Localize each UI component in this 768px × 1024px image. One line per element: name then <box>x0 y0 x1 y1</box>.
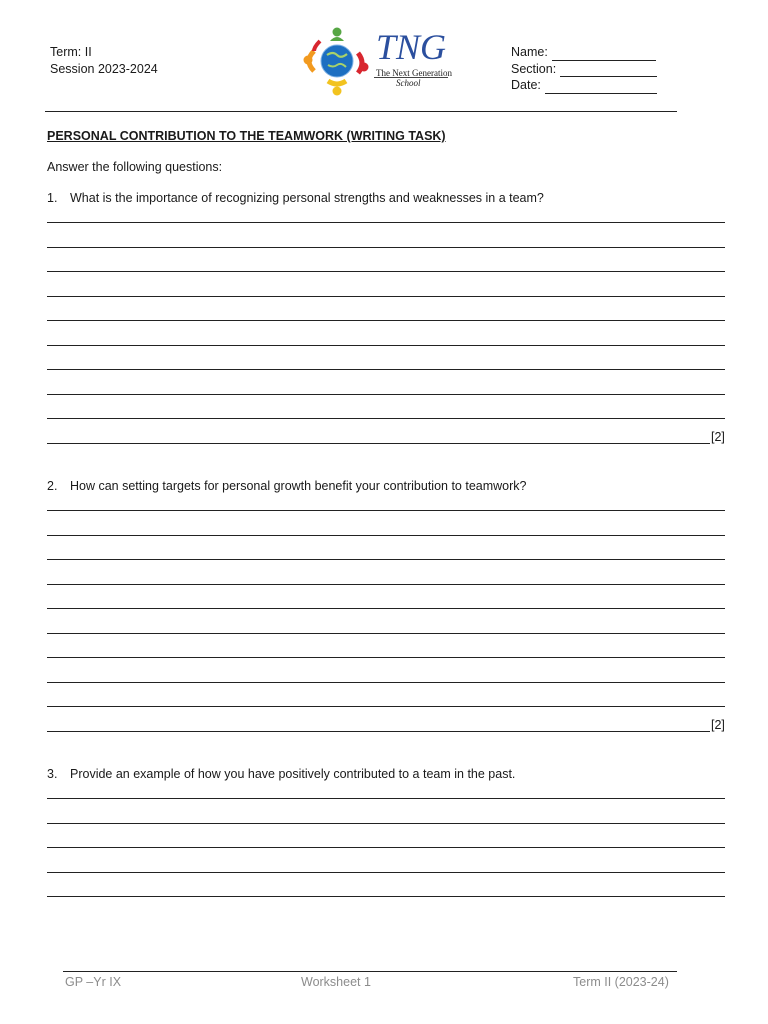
answer-line[interactable] <box>47 247 725 248</box>
answer-line[interactable] <box>47 608 725 609</box>
answer-line[interactable] <box>47 510 725 511</box>
name-line[interactable] <box>552 49 656 61</box>
marks-label: [2] <box>711 718 725 732</box>
answer-line[interactable] <box>47 320 725 321</box>
answer-line[interactable] <box>47 271 725 272</box>
question-number: 1. <box>47 191 58 205</box>
answer-line[interactable] <box>47 657 725 658</box>
question-text: What is the importance of recognizing personal strengths and weaknesses in a team? <box>70 191 544 205</box>
answer-line[interactable] <box>47 584 725 585</box>
footer-rule <box>63 971 677 972</box>
answer-line[interactable] <box>47 345 725 346</box>
logo-wordmark: TNG <box>376 27 447 67</box>
footer-left: GP –Yr IX <box>65 975 122 989</box>
name-field[interactable] <box>511 44 657 61</box>
question-3 <box>47 767 515 781</box>
footer-right: Term II (2023-24) <box>573 975 669 989</box>
answer-line[interactable] <box>47 418 725 419</box>
section-label: Section: <box>511 61 557 76</box>
logo-subline: School <box>396 78 421 88</box>
question-number: 3. <box>47 767 58 781</box>
student-fields <box>511 44 657 94</box>
section-field[interactable] <box>511 61 657 78</box>
header-meta <box>50 44 158 77</box>
date-label: Date: <box>511 78 541 92</box>
answer-line[interactable] <box>47 369 725 370</box>
worksheet-title: PERSONAL CONTRIBUTION TO THE TEAMWORK (WRITING TASK) <box>47 129 446 143</box>
answer-line[interactable] <box>47 847 725 848</box>
answer-line[interactable] <box>47 823 725 824</box>
question-text: How can setting targets for personal growth benefit your contribution to teamwork? <box>70 479 527 493</box>
answer-line[interactable] <box>47 559 725 560</box>
date-line[interactable] <box>545 82 657 94</box>
answer-line[interactable] <box>47 798 725 799</box>
question-1 <box>47 191 544 205</box>
answer-line[interactable] <box>47 394 725 395</box>
marks-label: [2] <box>711 430 725 444</box>
session-label: Session 2023-2024 <box>50 61 158 76</box>
question-text: Provide an example of how you have positively contributed to a team in the past. <box>70 767 516 781</box>
school-logo <box>300 27 450 99</box>
name-label: Name: <box>511 45 548 59</box>
answer-line[interactable] <box>47 443 710 444</box>
date-field[interactable] <box>511 77 657 94</box>
answer-line[interactable] <box>47 296 725 297</box>
answer-line[interactable] <box>47 872 725 873</box>
term-label: Term: II <box>50 45 92 59</box>
logo-tagline: The Next Generation <box>376 68 452 78</box>
answer-line[interactable] <box>47 731 710 732</box>
answer-line[interactable] <box>47 535 725 536</box>
answer-line[interactable] <box>47 222 725 223</box>
answer-line[interactable] <box>47 896 725 897</box>
question-2 <box>47 479 527 493</box>
footer-center: Worksheet 1 <box>301 975 371 989</box>
question-number: 2. <box>47 479 58 493</box>
header-rule <box>45 111 677 112</box>
instructions: Answer the following questions: <box>47 160 223 174</box>
answer-line[interactable] <box>47 706 725 707</box>
section-line[interactable] <box>560 65 657 77</box>
answer-line[interactable] <box>47 633 725 634</box>
answer-line[interactable] <box>47 682 725 683</box>
